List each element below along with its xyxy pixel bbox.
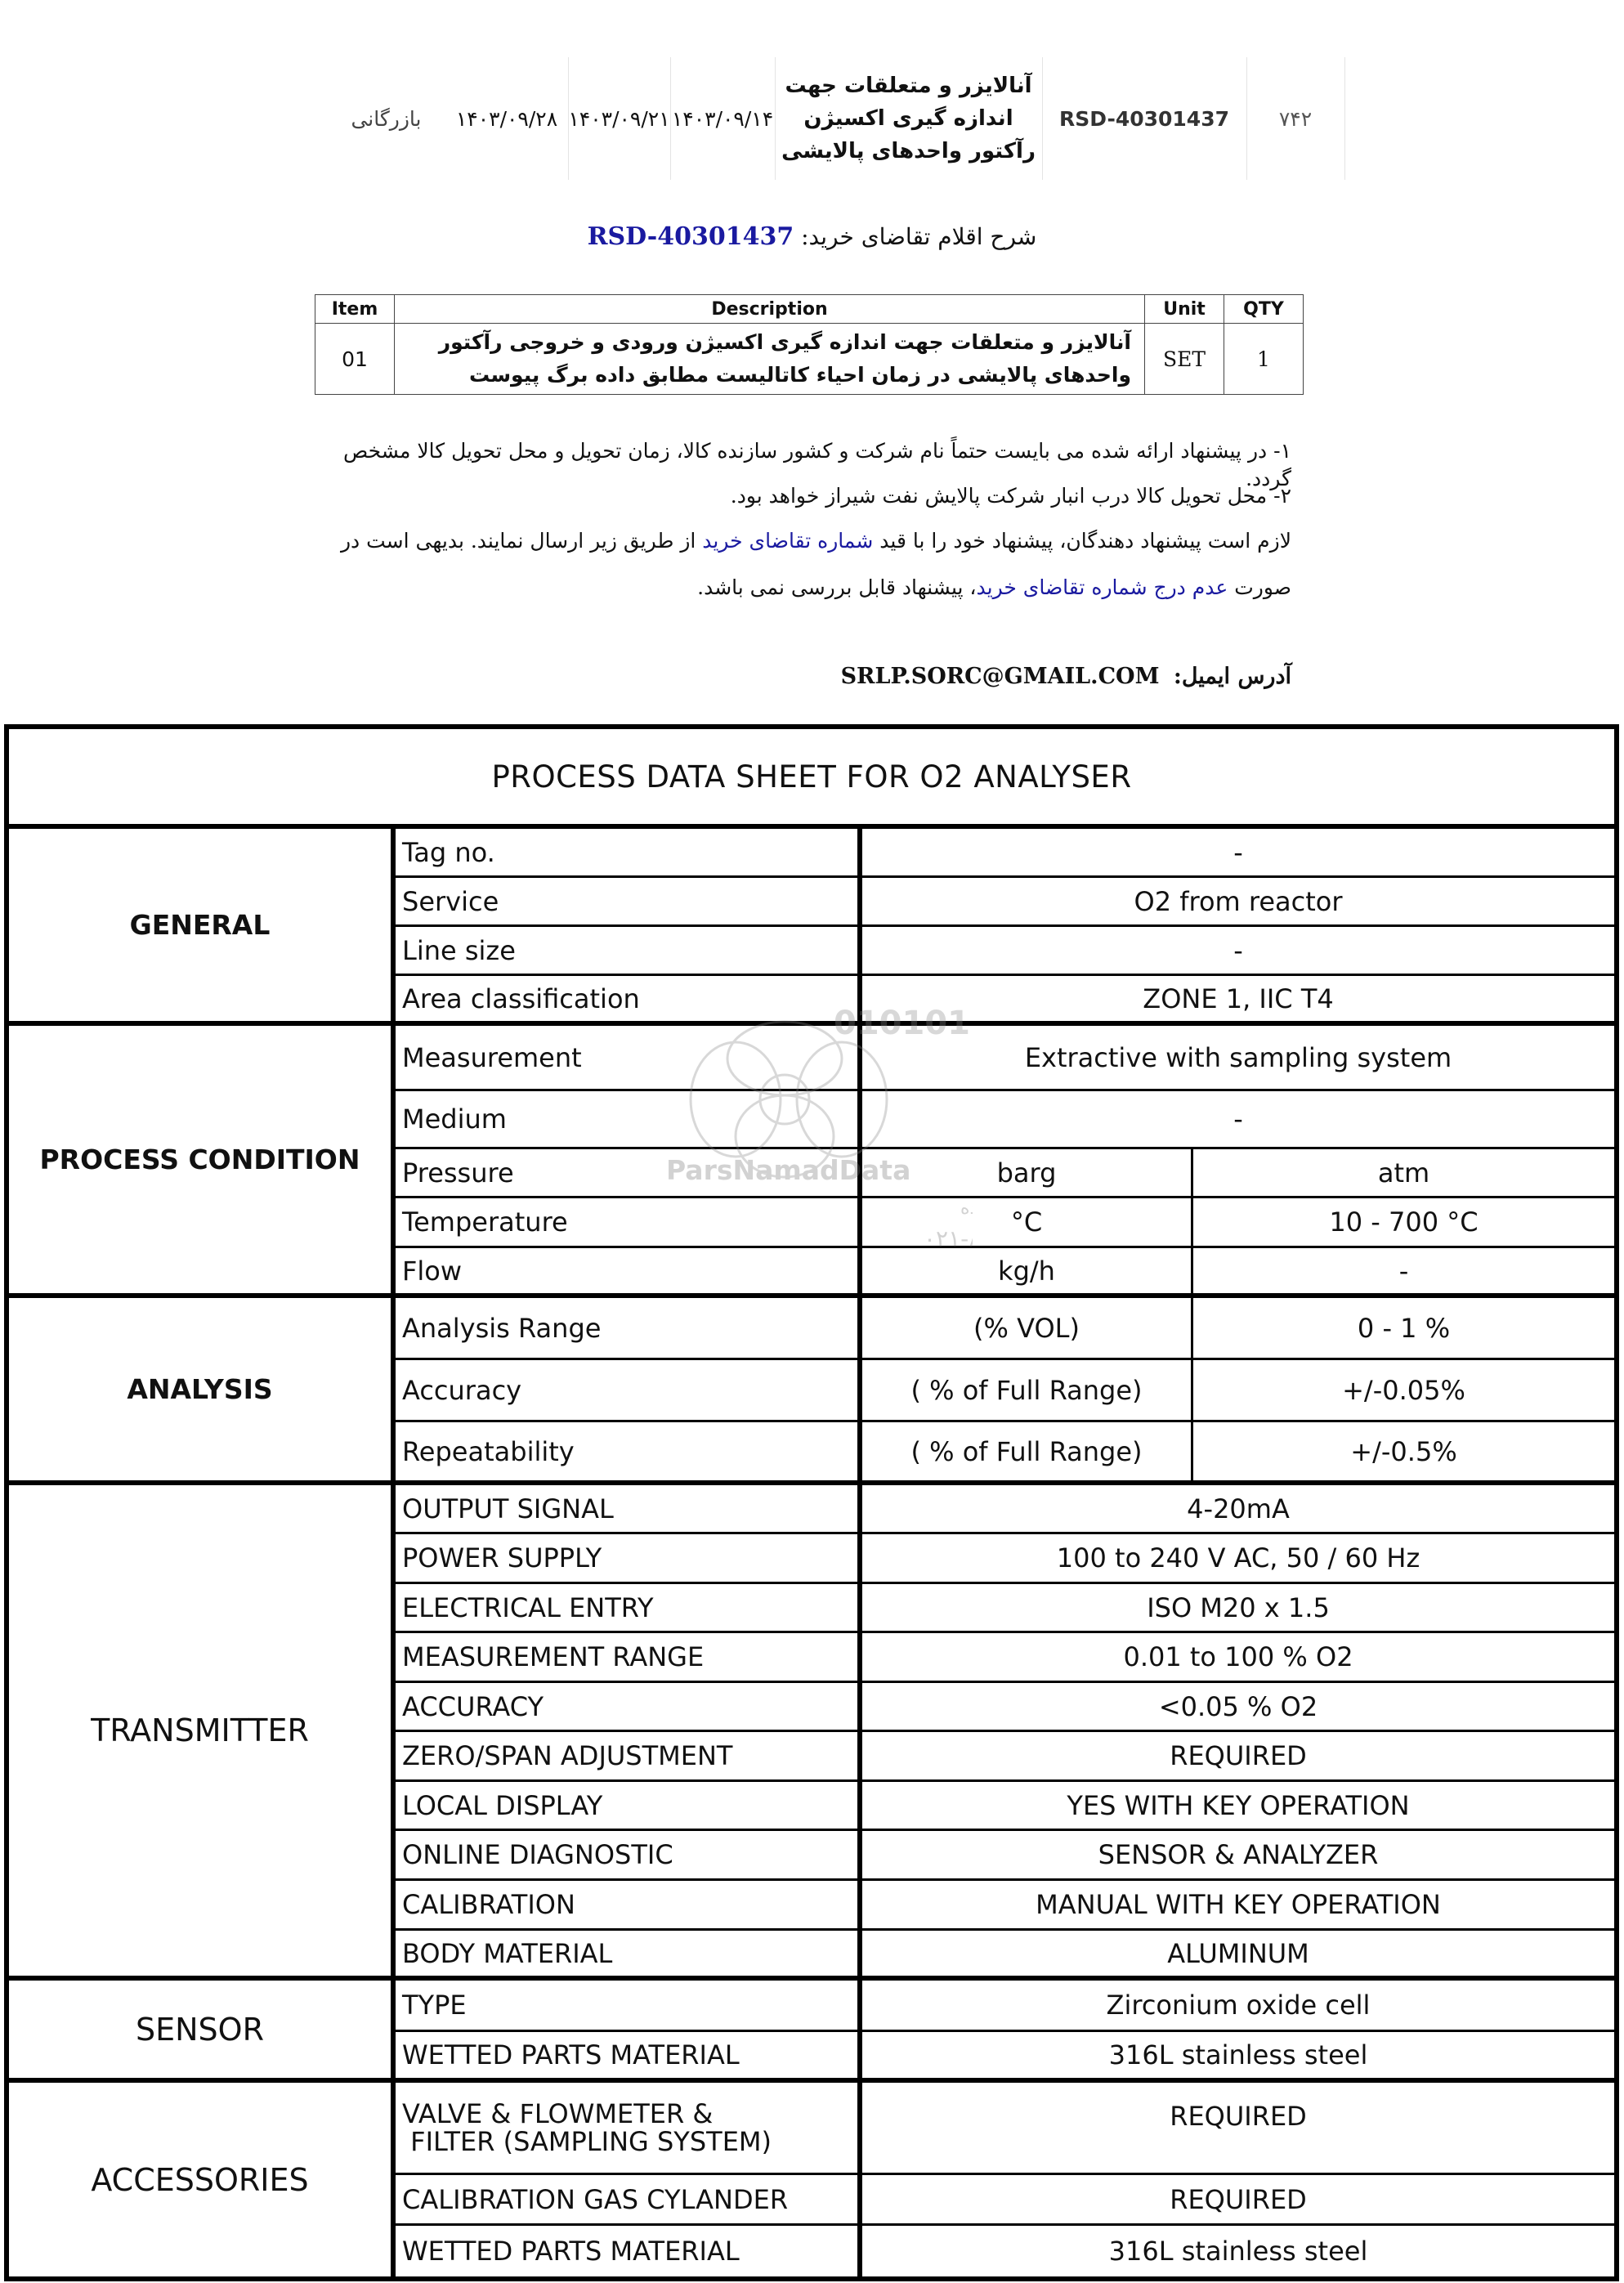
items-table-header	[315, 295, 1304, 324]
email-line	[841, 664, 1291, 689]
electrical-entry-label: ELECTRICAL ENTRY	[402, 1591, 654, 1623]
tag-no-value: -	[857, 829, 1614, 875]
watermark-line1: ه	[960, 1198, 970, 1219]
output-signal-value: 4-20mA	[857, 1485, 1614, 1532]
flow-label: Flow	[402, 1255, 463, 1287]
email-address[interactable]: SRLP.SORC@GMAIL.COM	[840, 664, 1160, 689]
header-title-text: آنالایزر و متعلقات جهت اندازه گیری اکسیژن رآکتور واحدهای پالایشی	[781, 74, 1036, 163]
online-diagnostic-value: SENSOR & ANALYZER	[857, 1831, 1614, 1878]
note-3-part-a: لازم است پیشنهاد دهندگان، پیشنهاد خود را با قید	[873, 529, 1291, 553]
items-cell-item: 01	[315, 324, 395, 395]
sensor-wetted-value: 316L stainless steel	[857, 2032, 1614, 2078]
pressure-label: Pressure	[402, 1157, 514, 1189]
row-medium	[396, 1091, 1614, 1149]
analysis-range-label: Analysis Range	[402, 1312, 602, 1344]
header-date2-text: ۱۴۰۳/۰۹/۲۱	[568, 106, 670, 131]
row-measurement	[396, 1026, 1614, 1091]
section-general: GENERAL	[9, 829, 396, 1026]
items-caption-label: شرح اقلام تقاضای خرید:	[801, 223, 1037, 250]
header-date2	[568, 57, 671, 180]
zero-span-value: REQUIRED	[857, 1732, 1614, 1779]
row-power-supply	[396, 1534, 1614, 1584]
service-value: O2 from reactor	[857, 878, 1614, 924]
items-header-item: Item	[315, 295, 395, 324]
flow-unit: kg/h	[857, 1248, 1193, 1293]
items-header-unit: Unit	[1145, 295, 1224, 324]
note-4-part-a: صورت	[1228, 575, 1291, 599]
line-size-value: -	[857, 927, 1614, 974]
accessories-wetted-label: WETTED PARTS MATERIAL	[402, 2236, 740, 2267]
watermark-phone: ۰۲۱-	[924, 1225, 969, 1252]
row-temperature	[396, 1198, 1614, 1248]
line-size-label: Line size	[402, 934, 516, 966]
header-type-text: بازرگانی	[351, 106, 422, 131]
accessories-wetted-value: 316L stainless steel	[857, 2226, 1614, 2276]
header-type	[327, 57, 445, 180]
note-1: ۱- در پیشنهاد ارائه شده می بایست حتماً نام شرکت و کشور سازنده کالا، زمان تحویل و محل تحویل کالا مشخص گردد.	[342, 439, 1291, 490]
body-material-value: ALUMINUM	[857, 1931, 1614, 1976]
row-analysis-range	[396, 1298, 1614, 1360]
measurement-value: Extractive with sampling system	[857, 1026, 1614, 1089]
valve-flowmeter-label-2: FILTER (SAMPLING SYSTEM)	[402, 2126, 772, 2157]
output-signal-label: OUTPUT SIGNAL	[402, 1493, 614, 1524]
valve-flowmeter-label-1: VALVE & FLOWMETER &	[402, 2098, 714, 2129]
repeatability-value: +/-0.5%	[1350, 1435, 1457, 1467]
header-date1	[670, 57, 776, 180]
analysis-range-unit: (% VOL)	[857, 1298, 1193, 1358]
header-code-text: RSD-40301437	[1058, 106, 1229, 131]
header-date1-text: ۱۴۰۳/۰۹/۱۴	[671, 106, 774, 131]
repeatability-label: Repeatability	[402, 1435, 575, 1467]
body-material-label: BODY MATERIAL	[402, 1937, 613, 1969]
row-tag-no	[396, 829, 1614, 878]
valve-flowmeter-value: REQUIRED	[857, 2083, 1614, 2173]
watermark-brand: ParsNamadData	[666, 1154, 911, 1186]
section-analysis: ANALYSIS	[9, 1298, 396, 1485]
row-area-classification	[396, 976, 1614, 1026]
row-sensor-wetted	[396, 2032, 1614, 2083]
items-cell-description: آنالایزر و متعلقات جهت اندازه گیری اکسیژن ورودی و خروجی رآکتور واحدهای پالایشی در زمان احیاء کاتالیست مطابق داده برگ پیوست	[395, 324, 1145, 395]
row-valve-flowmeter	[396, 2083, 1614, 2175]
power-supply-value: 100 to 240 V AC, 50 / 60 Hz	[857, 1534, 1614, 1582]
note-4	[294, 574, 1291, 602]
transmitter-accuracy-value: <0.05 % O2	[857, 1683, 1614, 1730]
note-3	[294, 527, 1291, 555]
accuracy-value: +/-0.05%	[1342, 1374, 1465, 1406]
sensor-type-value: Zirconium oxide cell	[857, 1981, 1614, 2030]
sensor-wetted-label: WETTED PARTS MATERIAL	[402, 2039, 740, 2070]
area-classification-label: Area classification	[402, 983, 640, 1014]
datasheet-title: PROCESS DATA SHEET FOR O2 ANALYSER	[9, 729, 1614, 829]
row-body-material	[396, 1931, 1614, 1981]
table-row	[315, 324, 1304, 395]
zero-span-label: ZERO/SPAN ADJUSTMENT	[402, 1740, 733, 1771]
transmitter-accuracy-label: ACCURACY	[402, 1690, 544, 1722]
note-2: ۲- محل تحویل کالا درب انبار شرکت پالایش نفت شیراز خواهد بود.	[730, 484, 1291, 508]
temperature-unit: °C	[857, 1198, 1193, 1246]
header-date3	[445, 57, 569, 180]
row-transmitter-accuracy	[396, 1683, 1614, 1732]
section-sensor: SENSOR	[9, 1981, 396, 2083]
items-caption	[0, 222, 1624, 251]
header-number	[1246, 57, 1345, 180]
items-header-qty: QTY	[1224, 295, 1304, 324]
section-process-condition: PROCESS CONDITION	[9, 1026, 396, 1298]
items-table	[315, 294, 1304, 395]
analysis-range-value: 0 - 1 %	[1357, 1312, 1451, 1344]
row-pressure	[396, 1149, 1614, 1198]
measurement-range-label: MEASUREMENT RANGE	[402, 1641, 705, 1672]
measurement-range-value: 0.01 to 100 % O2	[857, 1633, 1614, 1681]
header-title	[775, 57, 1043, 180]
note-4-part-b: ، پیشنهاد قابل بررسی نمی باشد.	[697, 575, 977, 599]
email-label: آدرس ایمیل:	[1173, 664, 1291, 689]
process-data-sheet	[4, 724, 1619, 2281]
items-cell-unit: SET	[1145, 324, 1224, 395]
power-supply-label: POWER SUPPLY	[402, 1542, 602, 1573]
row-line-size	[396, 927, 1614, 976]
calibration-gas-label: CALIBRATION GAS CYLANDER	[402, 2183, 789, 2215]
items-cell-qty: 1	[1224, 324, 1304, 395]
sensor-type-label: TYPE	[402, 1990, 467, 2021]
row-zero-span	[396, 1732, 1614, 1782]
section-accessories: ACCESSORIES	[9, 2083, 396, 2276]
row-calibration	[396, 1881, 1614, 1931]
row-calibration-gas	[396, 2175, 1614, 2226]
row-service	[396, 878, 1614, 927]
temperature-label: Temperature	[402, 1206, 568, 1238]
online-diagnostic-label: ONLINE DIAGNOSTIC	[402, 1839, 673, 1870]
note-3-highlight: شماره تقاضای خرید	[702, 529, 874, 553]
row-sensor-type	[396, 1981, 1614, 2032]
valve-flowmeter-label	[402, 2083, 772, 2173]
note-3-part-b: از طریق زیر ارسال نمایند. بدیهی است در	[340, 529, 703, 553]
calibration-gas-value: REQUIRED	[857, 2175, 1614, 2223]
local-display-label: LOCAL DISPLAY	[402, 1789, 603, 1821]
medium-label: Medium	[402, 1103, 507, 1135]
medium-value: -	[857, 1091, 1614, 1147]
pressure-value: atm	[1377, 1157, 1430, 1189]
accuracy-label: Accuracy	[402, 1374, 522, 1406]
flow-value: -	[1398, 1255, 1409, 1287]
repeatability-unit: ( % of Full Range)	[857, 1422, 1193, 1480]
area-classification-value: ZONE 1, IIC T4	[857, 976, 1614, 1021]
pressure-unit: barg	[857, 1149, 1193, 1196]
row-flow	[396, 1248, 1614, 1298]
calibration-label: CALIBRATION	[402, 1889, 575, 1920]
header-code	[1042, 57, 1247, 180]
note-4-highlight: عدم درج شماره تقاضای خرید	[976, 575, 1228, 599]
items-header-description: Description	[395, 295, 1145, 324]
accuracy-unit: ( % of Full Range)	[857, 1360, 1193, 1420]
measurement-label: Measurement	[402, 1041, 582, 1073]
row-accuracy	[396, 1360, 1614, 1422]
row-accessories-wetted	[396, 2226, 1614, 2276]
temperature-value: 10 - 700 °C	[1329, 1206, 1479, 1238]
tag-no-label: Tag no.	[402, 836, 495, 868]
row-measurement-range	[396, 1633, 1614, 1683]
electrical-entry-value: ISO M20 x 1.5	[857, 1584, 1614, 1631]
watermark-digits: 010101	[834, 1005, 970, 1042]
section-transmitter: TRANSMITTER	[9, 1485, 396, 1981]
local-display-value: YES WITH KEY OPERATION	[857, 1782, 1614, 1829]
header-date3-text: ۱۴۰۳/۰۹/۲۸	[455, 106, 558, 131]
service-label: Service	[402, 885, 499, 917]
row-local-display	[396, 1782, 1614, 1831]
items-caption-code: RSD-40301437	[587, 222, 794, 251]
row-output-signal	[396, 1485, 1614, 1534]
header-number-text: ۷۴۲	[1278, 106, 1313, 131]
row-electrical-entry	[396, 1584, 1614, 1633]
row-repeatability	[396, 1422, 1614, 1485]
calibration-value: MANUAL WITH KEY OPERATION	[857, 1881, 1614, 1928]
row-online-diagnostic	[396, 1831, 1614, 1881]
